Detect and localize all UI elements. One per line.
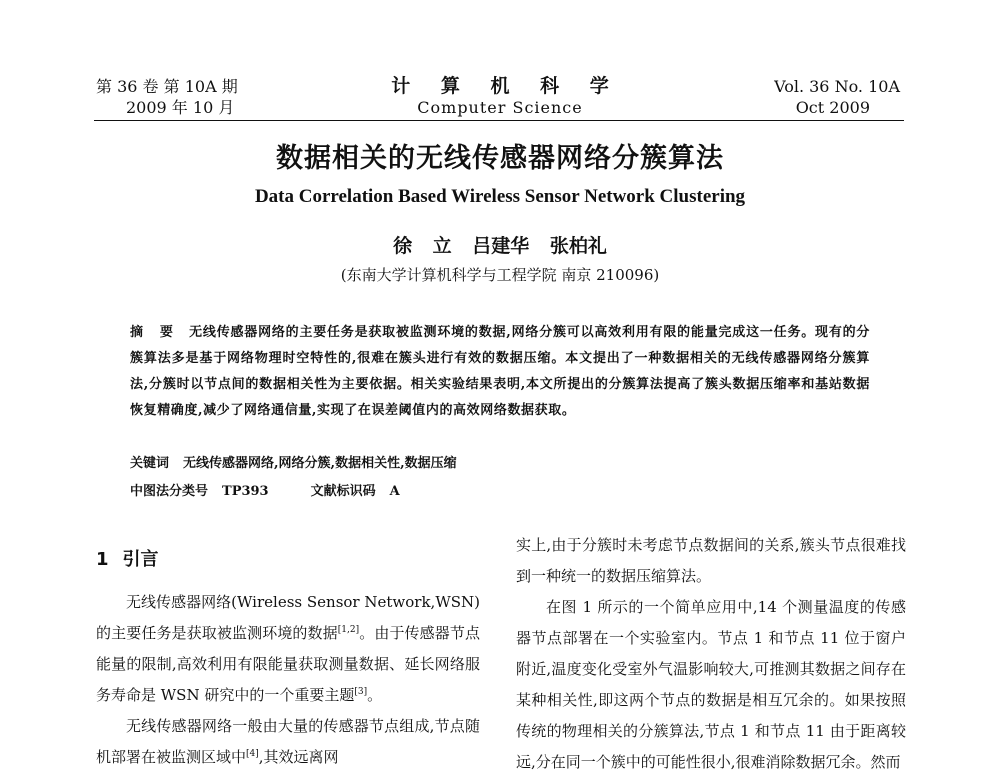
keywords bbox=[130, 452, 457, 471]
doc-code-value: A bbox=[389, 484, 400, 499]
right-paragraph-2: 在图 1 所示的一个简单应用中,14 个测量温度的传感器节点部署在一个实验室内。节点 1 和节点 11 位于窗户附近,温度变化受室外气温影响较大,可推测其数据之间存在某种相关性,即这两个节点的数据是相互冗余的。如果按照传统的物理相关的分簇算法,节点 1 和节点 11 由于距离较远,分在同一个簇中的可能性很小,很难消除数据冗余。然而 bbox=[516, 598, 906, 771]
doc-code-label: 文献标识码 bbox=[310, 484, 376, 499]
citation-4: [4] bbox=[246, 749, 259, 759]
intro-p1-text-c: 。 bbox=[367, 686, 383, 704]
intro-paragraph-1 bbox=[96, 587, 480, 711]
abstract bbox=[130, 320, 870, 424]
left-column bbox=[96, 587, 480, 773]
section-title: 引言 bbox=[122, 549, 159, 570]
clc-label: 中图法分类号 bbox=[130, 484, 209, 499]
intro-p1-text-b: 。由于传感器节点能量的限制,高效利用有限能量获取测量数据、延长网络服务寿命是 WSN 研究中的一个重要主题 bbox=[96, 624, 480, 704]
clc-value: TP393 bbox=[222, 484, 269, 499]
publication-date-en: Oct 2009 bbox=[795, 98, 870, 117]
header-right bbox=[774, 76, 900, 118]
intro-p2-text-a: 无线传感器网络一般由大量的传感器节点组成,节点随机部署在被监测区域中 bbox=[96, 717, 480, 766]
volume-issue: 第 36 卷 第 10A 期 bbox=[96, 77, 238, 96]
citation-1-2: [1,2] bbox=[337, 625, 360, 635]
section-heading bbox=[96, 545, 159, 571]
citation-3: [3] bbox=[354, 687, 368, 697]
intro-paragraph-2 bbox=[96, 711, 480, 773]
right-column bbox=[516, 530, 906, 778]
intro-p1-text-a: 无线传感器网络(Wireless Sensor Network,WSN)的主要任务是获取被监测环境的数据 bbox=[96, 593, 480, 642]
journal-name-en: Computer Science bbox=[417, 98, 583, 117]
affiliation: (东南大学计算机科学与工程学院 南京 210096) bbox=[340, 266, 660, 284]
paper-title-en: Data Correlation Based Wireless Sensor Network Clustering bbox=[254, 186, 746, 207]
header-rule bbox=[94, 120, 904, 121]
volume-issue-en: Vol. 36 No. 10A bbox=[774, 77, 900, 96]
keywords-label: 关键词 bbox=[130, 456, 170, 471]
section-number: 1 bbox=[96, 549, 109, 570]
intro-p2-text-b: ,其效远离网 bbox=[258, 748, 339, 766]
paper-title-cn: 数据相关的无线传感器网络分簇算法 bbox=[276, 143, 724, 174]
abstract-label: 摘 要 bbox=[130, 325, 180, 340]
journal-name-cn: 计 算 机 科 学 bbox=[391, 75, 621, 97]
keywords-text: 无线传感器网络,网络分簇,数据相关性,数据压缩 bbox=[183, 456, 457, 471]
publication-date-cn: 2009 年 10 月 bbox=[126, 98, 235, 117]
authors: 徐 立 吕建华 张柏礼 bbox=[393, 235, 607, 257]
right-paragraph-1: 实上,由于分簇时未考虑节点数据间的关系,簇头节点很难找到一种统一的数据压缩算法。 bbox=[516, 536, 906, 585]
abstract-text: 无线传感器网络的主要任务是获取被监测环境的数据,网络分簇可以高效利用有限的能量完成这一任务。现有的分簇算法多是基于网络物理时空特性的,很难在簇头进行有效的数据压缩。本文提出了一种数据相关的无线传感器网络分簇算法,分簇时以节点间的数据相关性为主要依据。相关实验结果表明,本文所提出的分簇算法提高了簇头数据压缩率和基站数据恢复精确度,减少了网络通信量,实现了在误差阈值内的高效网络数据获取。 bbox=[130, 325, 870, 418]
classification bbox=[130, 480, 400, 499]
